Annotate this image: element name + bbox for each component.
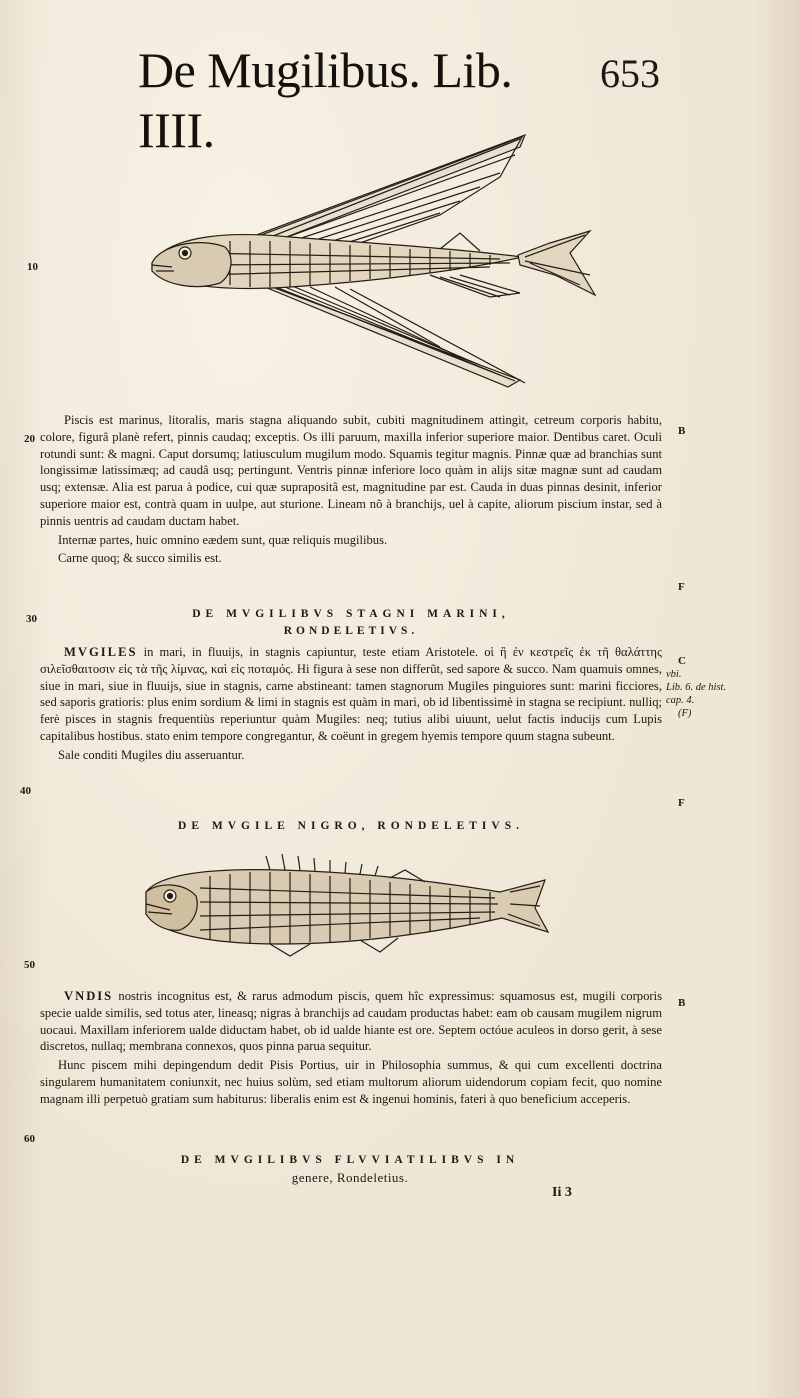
paragraph-main: Piscis est marinus, litoralis, maris stagna aliquando subit, cubiti magnitudinem attingit, cetreum corporis habitu, colore, figurâ planè refert, pinnis caudaq; exceptis. Os illi paruum, maxilla inferior superiore maior. Dentibus caret. Oculi rotundi sunt: & magni. Caput dorsumq; latiusculum mugilum modo. Squamis tegitur magnis. Pinnæ quæ ad branchias sunt longissimæ latissimæq; ad caudâ usq; pertingunt. Ventris pinnæ inferiore loco quàm in alijs sitæ magnæ sunt ad caudam usq; extensæ. Alia est parua à podice, cui quæ suprapositâ est, magnitudine par est. Cauda in duas pinnas desinit, inferior superiore maior est, contrà quam in uulpe, aut sturione. Lineam nõ à branchijs, uel à capite, aliorum piscium instar, sed à pinnis uentris ad caudam ductam habet. — [40, 413, 662, 528]
line-number-60: 60 — [24, 1133, 35, 1145]
paragraph-portius: Hunc piscem mihi depingendum dedit Pisis Portius, uir in Philosophia summus, & qui cum excellenti doctrina singularem humanitatem coniunxit, nec huius solùm, sed etiam multorum aliorum uidendorum copiam fecit, quo nomine magnam illi perpetuò gratiam sum habiturus: liberalis enim est & ingenui hominis, fateri à quo beneficium acceperis. — [40, 1058, 662, 1106]
paragraph-niger — [40, 988, 662, 1055]
lead-word-mugiles: MVGILES — [64, 645, 138, 659]
margin-letter-c: C — [678, 655, 686, 667]
heading-stagni-marini — [40, 606, 662, 640]
page-header — [0, 40, 800, 158]
margin-note-line-3: cap. 4. — [666, 695, 695, 706]
heading-mugile-nigro — [40, 818, 662, 835]
paragraph-internal-parts: Internæ partes, huic omnino eædem sunt, quæ reliquis mugilibus. — [58, 532, 388, 547]
black-mullet-woodcut — [140, 852, 560, 962]
margin-note-line-1: vbi. — [666, 669, 682, 680]
line-number-20: 20 — [24, 433, 35, 445]
description-mugiles-stagni — [40, 644, 662, 766]
margin-letter-b: B — [678, 425, 686, 437]
description-mugil-niger — [40, 988, 662, 1110]
line-number-10: 10 — [27, 261, 38, 273]
margin-note-line-4: (F) — [678, 708, 692, 719]
line-number-30: 30 — [26, 613, 37, 625]
heading3-line-2: genere, Rondeletius. — [291, 1170, 409, 1185]
lead-word-undis: VNDIS — [64, 989, 114, 1003]
line-number-40: 40 — [20, 785, 31, 797]
margin-letter-f: F — [678, 581, 685, 593]
paragraph-stagni-text: in mari, in fluuijs, in stagnis capiuntur, teste etiam Aristotele. οἱ ἢ ἐν κεστρεῖς ἐκ τῆ θαλάττης σιλεῖσθαιτοσιν εἰς τὰ τῆς λίμνας, καὶ εἰς ποταμός. Hi figura à sese non differũt, sed sapore & succo. Nam quamuis omnes, siue in mari, siue in fluuijs, siue in stagnis, carne abstineant: tamen stagnorum Mugiles pinguiores sunt: marini ficciores, sed saporis gratioris: plus enim sordium & limi in stagnis est quàm in mari, ob id libentissimè in stagna se recipiunt. nulliq; ferè pisces in stagnis frequentiùs reperiuntur quàm Mugiles: neq; tutius alibi uiuunt, uelut factis inducijs cum Lupis capitalibus hostibus. stato enim tempore congregantur, & coëunt in gregem hyemis tempore quum stagna subeunt. — [40, 645, 662, 743]
paragraph-niger-text: nostris incognitus est, & rarus admodum piscis, quem hîc expressimus: squamosus est, mugili corporis specie ualde similis, sed totus ater, lineasq; nigras à branchijs ad caudam productas habet: eam ob causam mugilem nigrum uocaui. Maxillam inferiorem ualde diductam habet, ob id ualde hiante est ore. Septem octóue aculeos in dorso gerit, à sese discretos, nullaq; membrana connexos, quos pinna parua sequitur. — [40, 989, 662, 1054]
margin-letter-f-2: F — [678, 797, 685, 809]
margin-note-line-2: Lib. 6. de hist. — [666, 682, 727, 693]
line-number-50: 50 — [24, 959, 35, 971]
margin-letter-b-2: B — [678, 997, 686, 1009]
flying-fish-woodcut — [140, 125, 610, 400]
heading3-line-1: DE MVGILIBVS FLVVIATILIBVS IN — [180, 1154, 520, 1166]
heading-line-1: DE MVGILIBVS STAGNI MARINI, — [192, 608, 510, 620]
heading2-line-1: DE MVGILE NIGRO, RONDELETIVS. — [178, 820, 524, 832]
heading-fluuiatilibus — [120, 1152, 580, 1186]
paragraph-flesh: Carne quoq; & succo similis est. — [58, 551, 222, 566]
heading-line-2: RONDELETIVS. — [283, 625, 419, 637]
running-title: De Mugilibus. Lib. IIII. — [138, 42, 513, 158]
paragraph-salted: Sale conditi Mugiles diu asseruantur. — [58, 747, 245, 762]
margin-note-aristotle — [666, 668, 796, 720]
signature-mark: Ii 3 — [552, 1185, 572, 1200]
paragraph-stagni — [40, 644, 662, 745]
description-flying-fish — [40, 412, 662, 569]
page-number: 653 — [600, 51, 660, 96]
